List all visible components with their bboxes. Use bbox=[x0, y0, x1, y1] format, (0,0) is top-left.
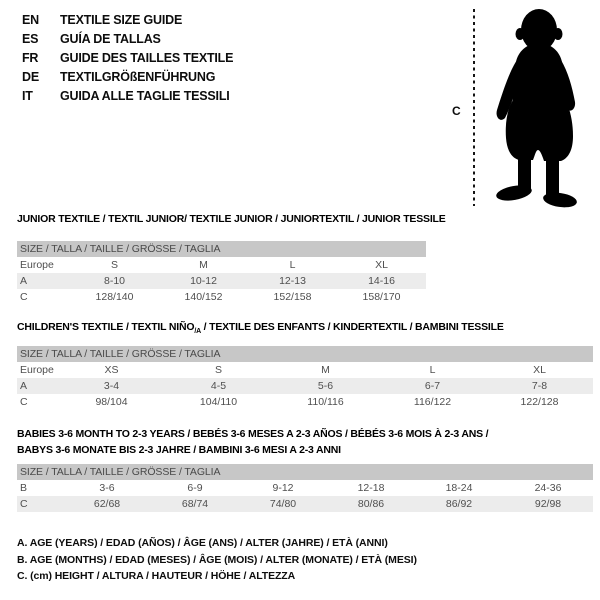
lang-row-es bbox=[22, 30, 233, 49]
column-header: XL bbox=[375, 259, 388, 271]
cell: 128/140 bbox=[95, 291, 134, 303]
table-row-height bbox=[17, 394, 593, 410]
table-header-bar bbox=[17, 241, 426, 257]
column-header: L bbox=[429, 364, 436, 376]
cell: 80/86 bbox=[327, 496, 415, 512]
babies-section-title bbox=[17, 426, 488, 458]
lang-label: TEXTILE SIZE GUIDE bbox=[60, 13, 183, 27]
row-label: C bbox=[20, 396, 28, 408]
cell: 6-7 bbox=[379, 378, 486, 394]
lang-code: EN bbox=[22, 13, 39, 27]
lang-row-it bbox=[22, 87, 233, 106]
size-header-label: SIZE / TALLA / TAILLE / GRÖSSE / TAGLIA bbox=[17, 241, 426, 257]
height-measure-label: C bbox=[452, 104, 461, 118]
toddler-silhouette-icon bbox=[480, 4, 600, 209]
cell: 5-6 bbox=[272, 378, 379, 394]
column-header: S bbox=[110, 259, 118, 271]
children-title-suffix: / TEXTILE DES ENFANTS / KINDERTEXTIL / BAMBINI TESSILE bbox=[200, 321, 504, 333]
cell: 158/170 bbox=[362, 291, 401, 303]
cell: 10-12 bbox=[159, 273, 248, 289]
table-columns-row bbox=[17, 362, 593, 378]
cell: 110/116 bbox=[307, 396, 344, 408]
lang-code: DE bbox=[22, 70, 39, 84]
table-row-height bbox=[17, 289, 426, 305]
lang-code: ES bbox=[22, 32, 39, 46]
height-figure bbox=[440, 0, 600, 215]
cell: 7-8 bbox=[486, 378, 593, 394]
table-row-months bbox=[17, 480, 593, 496]
babies-title-line1: BABIES 3-6 MONTH TO 2-3 YEARS / BEBÉS 3-6 MESES A 2-3 AÑOS / BÉBÉS 3-6 MOIS À 2-3 ANS / bbox=[17, 428, 489, 440]
cell: 86/92 bbox=[415, 496, 503, 512]
babies-size-table bbox=[17, 464, 593, 512]
row-label: C bbox=[17, 496, 63, 512]
children-size-table bbox=[17, 346, 593, 410]
column-header: XS bbox=[104, 364, 119, 376]
cell: 104/110 bbox=[199, 396, 238, 408]
junior-size-table bbox=[17, 241, 426, 305]
legend-notes bbox=[17, 535, 417, 585]
lang-label: GUIDA ALLE TAGLIE TESSILI bbox=[60, 89, 230, 103]
cell: 24-36 bbox=[534, 482, 562, 494]
note-age-years: A. AGE (YEARS) / EDAD (AÑOS) / ÂGE (ANS) / ALTER (JAHRE) / ETÀ (ANNI) bbox=[17, 537, 388, 549]
note-height-cm: C. (cm) HEIGHT / ALTURA / HAUTEUR / HÖHE / ALTEZZA bbox=[17, 570, 296, 582]
cell: 4-5 bbox=[165, 378, 272, 394]
region-label: Europe bbox=[20, 259, 54, 271]
table-row-height bbox=[17, 496, 593, 512]
junior-section-title: JUNIOR TEXTILE / TEXTIL JUNIOR/ TEXTILE JUNIOR / JUNIORTEXTIL / JUNIOR TESSILE bbox=[17, 213, 446, 225]
note-age-months: B. AGE (MONTHS) / EDAD (MESES) / ÂGE (MOIS) / ALTER (MONATE) / ETÀ (MESI) bbox=[17, 553, 417, 566]
language-list bbox=[22, 11, 233, 106]
column-header: L bbox=[289, 259, 296, 271]
cell: 8-10 bbox=[70, 273, 159, 289]
cell: 9-12 bbox=[272, 482, 294, 494]
table-row-age bbox=[17, 378, 593, 394]
cell: 152/158 bbox=[273, 291, 312, 303]
lang-code: FR bbox=[22, 51, 39, 65]
babies-title-line2: BABYS 3-6 MONATE BIS 2-3 JAHRE / BAMBINI 3-6 MESI A 2-3 ANNI bbox=[17, 444, 341, 456]
cell: 3-6 bbox=[99, 482, 115, 494]
column-header: XL bbox=[533, 364, 546, 376]
column-header: S bbox=[214, 364, 222, 376]
row-label: A bbox=[17, 273, 70, 289]
lang-code: IT bbox=[22, 89, 33, 103]
cell: 18-24 bbox=[445, 482, 473, 494]
cell: 12-13 bbox=[248, 273, 337, 289]
cell: 74/80 bbox=[239, 496, 327, 512]
cell: 6-9 bbox=[187, 482, 203, 494]
cell: 122/128 bbox=[520, 396, 559, 408]
size-header-label: SIZE / TALLA / TAILLE / GRÖSSE / TAGLIA bbox=[17, 464, 593, 480]
row-label: A bbox=[17, 378, 58, 394]
cell: 116/122 bbox=[413, 396, 452, 408]
cell: 92/98 bbox=[503, 496, 593, 512]
children-title-sub: /A bbox=[194, 328, 201, 336]
column-header: M bbox=[199, 259, 208, 271]
cell: 12-18 bbox=[357, 482, 385, 494]
cell: 62/68 bbox=[63, 496, 151, 512]
size-header-label: SIZE / TALLA / TAILLE / GRÖSSE / TAGLIA bbox=[17, 346, 593, 362]
table-header-bar bbox=[17, 464, 593, 480]
region-label: Europe bbox=[20, 364, 54, 376]
table-row-age bbox=[17, 273, 426, 289]
children-section-title bbox=[17, 320, 504, 339]
row-label: B bbox=[20, 482, 28, 494]
cell: 140/152 bbox=[184, 291, 223, 303]
lang-row-fr bbox=[22, 49, 233, 68]
table-columns-row bbox=[17, 257, 426, 273]
column-header: M bbox=[321, 364, 330, 376]
cell: 98/104 bbox=[95, 396, 128, 408]
lang-label: TEXTILGRÖßENFÜHRUNG bbox=[60, 70, 216, 84]
cell: 14-16 bbox=[337, 273, 426, 289]
height-dotted-line bbox=[473, 9, 475, 206]
table-header-bar bbox=[17, 346, 593, 362]
cell: 68/74 bbox=[151, 496, 239, 512]
lang-label: GUIDE DES TAILLES TEXTILE bbox=[60, 51, 234, 65]
lang-label: GUÍA DE TALLAS bbox=[60, 32, 161, 46]
lang-row-en bbox=[22, 11, 233, 30]
row-label: C bbox=[20, 291, 28, 303]
lang-row-de bbox=[22, 68, 233, 87]
cell: 3-4 bbox=[58, 378, 165, 394]
children-title-prefix: CHILDREN'S TEXTILE / TEXTIL NIÑO bbox=[17, 321, 195, 333]
